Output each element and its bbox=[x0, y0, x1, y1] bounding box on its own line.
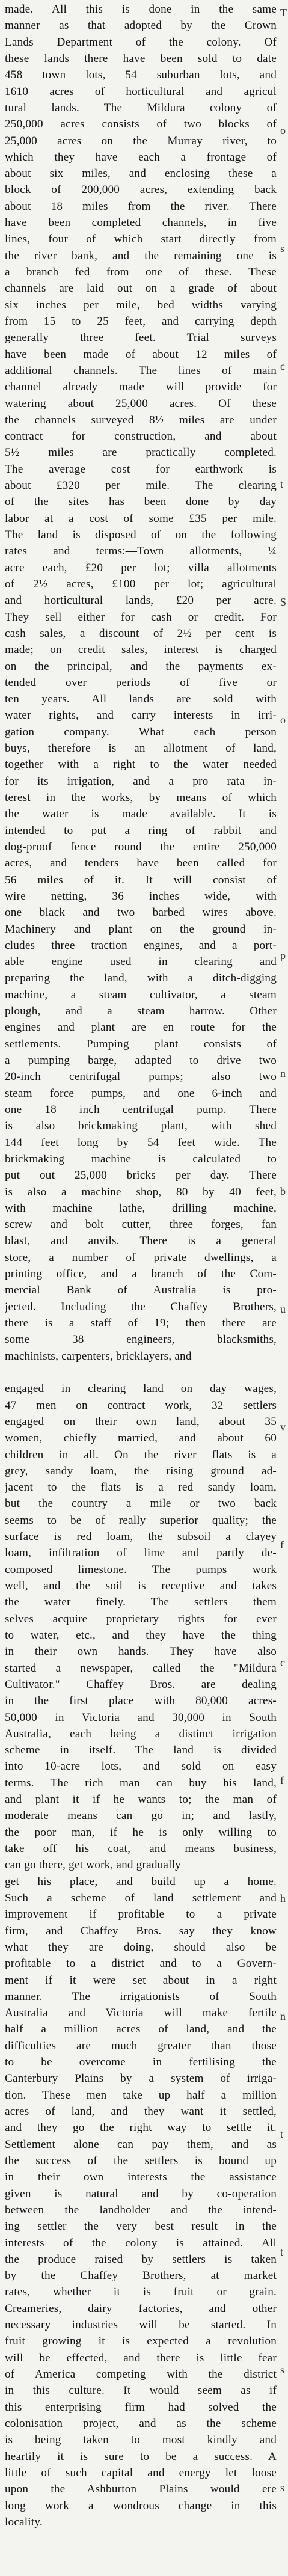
margin-fragment: s bbox=[280, 2364, 285, 2376]
article-line: block of 200,000 acres, extending back bbox=[5, 183, 277, 197]
article-line: will be effected, and there is little fear bbox=[5, 2351, 277, 2364]
article-line: They sell either for cash or credit. For bbox=[5, 610, 277, 624]
article-line: together with a right to the water needed bbox=[5, 758, 277, 771]
article-line: locality. bbox=[5, 2515, 43, 2528]
article-line: is also brickmaking plant, with shed bbox=[5, 1120, 277, 1133]
article-column bbox=[5, 1, 277, 2530]
margin-fragment: b bbox=[280, 1185, 286, 1197]
article-line: generally three feet. Trial surveys bbox=[5, 331, 277, 345]
article-line: terest in the works, by means of which bbox=[5, 791, 277, 804]
article-line: Canterbury Plains by a system of irriga- bbox=[5, 2072, 277, 2085]
article-line: rates, whether it is fruit or grain. bbox=[5, 2286, 277, 2299]
article-line: 47 men on contract work, 32 settlers bbox=[5, 1399, 277, 1412]
article-line: Machinery and plant on the ground in- bbox=[5, 922, 277, 936]
article-line: labor at a cost of some £35 per mile. bbox=[5, 512, 277, 525]
article-line: which they have each a frontage of bbox=[5, 150, 277, 164]
article-line: 56 miles of it. It will consist of bbox=[5, 873, 277, 886]
article-line: Australia and Victoria will make fertile bbox=[5, 2007, 277, 2020]
article-line: mercial Bank of Australia is pro- bbox=[5, 1284, 277, 1297]
article-line: 250,000 acres consists of two blocks of bbox=[5, 118, 277, 131]
article-line: children in all. On the river flats is a bbox=[5, 1448, 277, 1461]
article-line: moderate means can go in; and lastly, bbox=[5, 1809, 277, 1823]
article-line: of the sites has been done by day bbox=[5, 495, 277, 509]
article-line: difficulties are much greater than those bbox=[5, 2039, 277, 2052]
article-line: jected. Including the Chaffey Brothers, bbox=[5, 1300, 277, 1313]
article-line: engaged on their own land, about 35 bbox=[5, 1415, 277, 1428]
article-line: a branch fed from one of these. These bbox=[5, 266, 277, 278]
article-line: on the principal, and the payments ex- bbox=[5, 660, 277, 673]
article-line: 5½ miles are practically completed. bbox=[5, 446, 277, 459]
article-line: a pumping barge, adapted to drive two bbox=[5, 1054, 277, 1067]
article-line: made. All this is done in the same bbox=[5, 3, 277, 16]
article-line: long work a wondrous change in this bbox=[5, 2499, 277, 2512]
margin-fragment: o bbox=[280, 714, 286, 726]
article-line: steam force pumps, and one 6-inch and bbox=[5, 1087, 277, 1100]
margin-fragment: o bbox=[280, 124, 286, 136]
article-line: fruit growing it is expected a revolution bbox=[5, 2335, 277, 2348]
article-line: grey, sandy loam, the rising ground ad- bbox=[5, 1464, 277, 1477]
article-line: necessary industries will be started. In bbox=[5, 2319, 277, 2332]
article-line: rates and terms:—Town allotments, ¼ bbox=[5, 545, 277, 558]
article-line: settlements. Pumping plant consists of bbox=[5, 1037, 277, 1050]
article-line: put out 25,000 bricks per day. There bbox=[5, 1169, 277, 1182]
article-line: 20-inch centrifugal pumps; also two bbox=[5, 1070, 277, 1084]
article-line: ment if it were set about in a right bbox=[5, 1973, 277, 1987]
margin-fragment: v bbox=[280, 1421, 286, 1433]
margin-fragment: c bbox=[280, 1657, 285, 1669]
article-line: have been completed channels, in five bbox=[5, 216, 277, 230]
article-line: acre each, £20 per lot; villa allotments bbox=[5, 561, 277, 574]
article-line: the water is made available. It is bbox=[5, 808, 277, 821]
article-line: scheme in itself. The land is divided bbox=[5, 1744, 277, 1757]
article-line: buys, therefore is an allotment of land, bbox=[5, 742, 277, 755]
margin-fragment: p bbox=[280, 949, 286, 961]
article-line: selves acquire proprietary rights for ever bbox=[5, 1612, 277, 1625]
article-line: tural lands. The Mildura colony of bbox=[5, 101, 277, 114]
article-line: started a newspaper, called the "Mildura bbox=[5, 1661, 277, 1675]
article-line: the water finely. The settlers them bbox=[5, 1596, 277, 1609]
article-line: the channels surveyed 8½ miles are under bbox=[5, 413, 277, 426]
margin-fragment: f bbox=[280, 1539, 284, 1551]
article-line: Creameries, dairy factories, and other bbox=[5, 2302, 277, 2315]
article-line: interests of the colony is attained. All bbox=[5, 2236, 277, 2249]
article-line: by the Chaffey Brothers, at market bbox=[5, 2269, 277, 2283]
article-line: women, chiefly married, and about 60 bbox=[5, 1432, 277, 1445]
article-line: Settlement alone can pay them, and as bbox=[5, 2138, 277, 2151]
article-line: but the country a mile or two back bbox=[5, 1497, 277, 1510]
article-line: of 2½ acres, £100 per lot; agricultural bbox=[5, 577, 277, 590]
article-line: manner as that adopted by the Crown bbox=[5, 19, 277, 32]
article-line: in this culture. It would seem as if bbox=[5, 2384, 277, 2397]
article-line: water rights, and carry interests in irri- bbox=[5, 709, 277, 722]
article-line: cash sales, a discount of 2½ per cent is bbox=[5, 627, 277, 640]
article-line: composed limestone. The pumps work bbox=[5, 1563, 277, 1576]
article-line bbox=[5, 1364, 277, 1381]
article-line: 1610 acres of horticultural and agricul bbox=[5, 85, 277, 98]
article-line: the poor man, if he is only willing to bbox=[5, 1826, 277, 1839]
article-line: dog-proof fence round the entire 250,000 bbox=[5, 840, 277, 853]
article-line: these lands there have been sold to date bbox=[5, 52, 277, 65]
article-line: The land is disposed of on the following bbox=[5, 529, 277, 541]
article-line: from 15 to 25 feet, and carrying depth bbox=[5, 314, 277, 328]
margin-fragment: f bbox=[280, 1774, 284, 1786]
article-line: Lands Department of the colony. Of bbox=[5, 35, 277, 49]
article-line: given is natural and by co-operation bbox=[5, 2187, 277, 2200]
margin-fragment: t bbox=[280, 478, 284, 490]
article-line: there is a staff of 19; then there are bbox=[5, 1317, 277, 1329]
article-line: is also a machine shop, 80 by 40 feet, bbox=[5, 1185, 277, 1198]
article-line: for its irrigation, and a pro rata in- bbox=[5, 774, 277, 788]
article-line: made; on credit sales, interest is charged bbox=[5, 643, 277, 657]
article-line: some 38 engineers, blacksmiths, bbox=[5, 1333, 277, 1346]
article-line: manner. The irrigationists of South bbox=[5, 1990, 277, 2003]
article-line: watering about 25,000 acres. Of these bbox=[5, 397, 277, 410]
article-line: printing office, and a branch of the Com- bbox=[5, 1268, 277, 1281]
article-line: firm, and Chaffey Bros. say they know bbox=[5, 1924, 277, 1937]
article-line: 25,000 acres on the Murray river, to bbox=[5, 134, 277, 147]
article-line: one 18 inch centrifugal pump. There bbox=[5, 1103, 277, 1116]
margin-fragment: c bbox=[280, 360, 285, 372]
article-line: channel already made will provide for bbox=[5, 381, 277, 394]
article-line: additional channels. The lines of main bbox=[5, 364, 277, 377]
article-line: terms. The rich man can buy his land, bbox=[5, 1776, 277, 1789]
article-line: into 10-acre lots, and sold on easy bbox=[5, 1760, 277, 1773]
article-line: Such a scheme of land settlement and bbox=[5, 1891, 277, 1904]
article-line: to be overcome in fertilising the bbox=[5, 2056, 277, 2069]
article-line: between the landholder and the intend- bbox=[5, 2203, 277, 2216]
article-line: ing settler the very best result in the bbox=[5, 2220, 277, 2233]
article-line: and they go the right way to settle it. bbox=[5, 2121, 277, 2135]
article-line: and plant it if he wants to; the man of bbox=[5, 1793, 277, 1806]
article-line: profitable to a district and to a Govern- bbox=[5, 1957, 277, 1970]
article-line: about £320 per mile. The clearing bbox=[5, 479, 277, 492]
margin-fragment: u bbox=[280, 1303, 286, 1315]
article-line: one black and two barbed wires above. bbox=[5, 906, 277, 919]
article-line: engaged in clearing land on day wages, bbox=[5, 1382, 277, 1396]
article-line: well, and the soil is receptive and takes bbox=[5, 1580, 277, 1592]
article-line: screw and bolt cutter, three forges, fan bbox=[5, 1218, 277, 1231]
article-line: the success of the settlers is bound up bbox=[5, 2154, 277, 2167]
article-line: the river bank, and the remaining one is bbox=[5, 249, 277, 262]
article-line: ten years. All lands are sold with bbox=[5, 693, 277, 706]
margin-fragment: n bbox=[280, 2010, 286, 2022]
article-line: to water, etc., and they have the thing bbox=[5, 1628, 277, 1642]
article-line: tended over periods of five or bbox=[5, 676, 277, 689]
margin-fragment: S bbox=[280, 596, 287, 608]
article-line: in their own interests the assistance bbox=[5, 2171, 277, 2184]
article-line: cludes three traction engines, and a port- bbox=[5, 939, 277, 952]
article-line: about six miles, and enclosing these a bbox=[5, 167, 277, 180]
article-line: of America competing with the district bbox=[5, 2368, 277, 2381]
article-line: able engine used in clearing and bbox=[5, 955, 277, 969]
article-line: jacent to the flats is a red sandy loam, bbox=[5, 1481, 277, 1494]
article-line: take off his coat, and means business, bbox=[5, 1842, 277, 1855]
article-line: in the first place with 80,000 acres- bbox=[5, 1694, 277, 1708]
article-line: half a million acres of land, and the bbox=[5, 2023, 277, 2036]
article-line: wire netting, 36 inches wide, with bbox=[5, 889, 277, 903]
article-line: and horticultural lands, £20 per acre. bbox=[5, 594, 277, 607]
article-line: Australia, each being a distinct irrigation bbox=[5, 1727, 277, 1740]
article-line: store, a number of private dwellings, a bbox=[5, 1251, 277, 1264]
article-line: seems to be of really superior quality; the bbox=[5, 1513, 277, 1527]
article-line: machinists, carpenters, bricklayers, and bbox=[5, 1349, 192, 1363]
article-line: with machine lathe, drilling machine, bbox=[5, 1201, 277, 1215]
article-line: lines, four of which start directly from bbox=[5, 233, 277, 246]
article-line: heartily it is sure to be a success. A bbox=[5, 2450, 277, 2463]
article-line: little of such capital and energy let loose bbox=[5, 2466, 277, 2479]
article-line: in their own hands. They have also bbox=[5, 1645, 277, 1658]
article-line: machine, a steam cultivator, a steam bbox=[5, 988, 277, 1001]
article-line: improvement if profitable to a private bbox=[5, 1908, 277, 1921]
article-line: The average cost for earthwork is bbox=[5, 462, 277, 476]
article-line: 144 feet long by 54 feet wide. The bbox=[5, 1136, 277, 1149]
article-line: preparing the land, with a ditch-digging bbox=[5, 972, 277, 985]
margin-fragment: n bbox=[280, 1067, 286, 1079]
article-line: surface is red loam, the subsoil a clayey bbox=[5, 1530, 277, 1544]
article-line: what they are doing, should also be bbox=[5, 1940, 277, 1954]
margin-fragment: h bbox=[280, 1892, 286, 1904]
article-line: the produce raised by settlers is taken bbox=[5, 2252, 277, 2266]
article-line: Cultivator." Chaffey Bros. are dealing bbox=[5, 1678, 277, 1691]
article-line: acres of land, and they want it settled, bbox=[5, 2105, 277, 2118]
article-line: get his place, and build up a home. bbox=[5, 1875, 277, 1888]
article-line: blast, and anvils. There is a general bbox=[5, 1234, 277, 1248]
article-line: about 18 miles from the river. There bbox=[5, 200, 277, 213]
article-line: acres, and tenders have been called for bbox=[5, 857, 277, 870]
margin-fragment: t bbox=[280, 2246, 284, 2258]
margin-fragment: s bbox=[280, 2482, 285, 2494]
margin-fragment: s bbox=[280, 242, 285, 254]
article-line: plough, and a steam harrow. Other bbox=[5, 1005, 277, 1018]
article-line: this enterprising firm had solved the bbox=[5, 2400, 277, 2414]
article-line: engines and plant are en route for the bbox=[5, 1021, 277, 1034]
margin-fragment: t bbox=[280, 2128, 284, 2140]
article-line: upon the Ashburton Plains would ere bbox=[5, 2483, 277, 2496]
article-line: contract for construction, and about bbox=[5, 430, 277, 443]
article-line: 458 town lots, 54 suburban lots, and bbox=[5, 69, 277, 82]
article-line: six inches per mile, bed widths varying bbox=[5, 298, 277, 311]
article-line: loam, infiltration of lime and partly de- bbox=[5, 1547, 277, 1560]
margin-fragment: T bbox=[280, 7, 287, 19]
article-line: is being taken to most kindly and bbox=[5, 2433, 277, 2447]
article-line: can go there, get work, and gradually bbox=[5, 1859, 181, 1872]
article-line: channels are laid out on a grade of about bbox=[5, 282, 277, 295]
article-line: 50,000 in Victoria and 30,000 in South bbox=[5, 1711, 277, 1724]
article-line: have been made of about 12 miles of bbox=[5, 348, 277, 361]
article-line: tion. These men take up half a million bbox=[5, 2088, 277, 2102]
article-line: intended to put a ring of rabbit and bbox=[5, 824, 277, 837]
article-line: colonisation project, and as the scheme bbox=[5, 2417, 277, 2430]
article-line: gation company. What each person bbox=[5, 725, 277, 738]
article-line: brickmaking machine is calculated to bbox=[5, 1152, 277, 1165]
